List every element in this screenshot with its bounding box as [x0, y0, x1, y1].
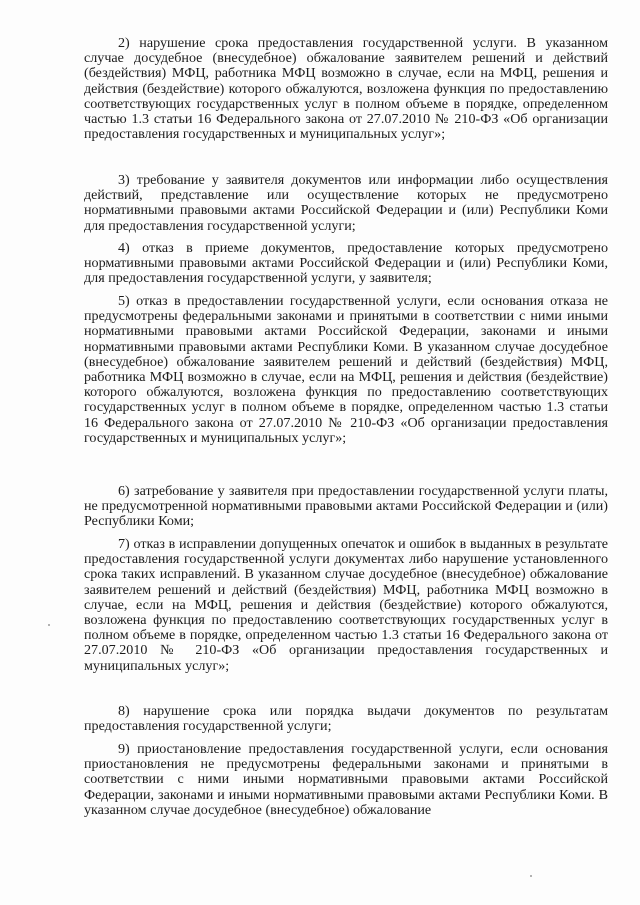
paragraph-item-8: 8) нарушение срока или порядка выдачи документов по результатам предоставления государственной услуги; [84, 703, 608, 735]
scan-speck [530, 875, 532, 877]
paragraph-item-3: 3) требование у заявителя документов или информации либо осуществления действий, представление или осуществление которых не предусмотрено нормативными правовыми актами Российской Федерации и (или) Республики Коми для предоставления государственной услуги; [84, 172, 608, 234]
paragraph-item-4: 4) отказ в приеме документов, предоставление которых предусмотрено нормативными правовыми актами Российской Федерации и (или) Республики Коми, для предоставления государственной услуги, у заявителя; [84, 240, 608, 287]
paragraph-item-5: 5) отказ в предоставлении государственной услуги, если основания отказа не предусмотрены федеральными законами и принятыми в соответствии с ними иными нормативными правовыми актами Российской Федерации, законами и иными нормативными правовыми актами Республики Коми. В указанном случае досудебное (внесудебное) обжалование заявителем решений и действий (бездействия) МФЦ, работника МФЦ возможно в случае, если на МФЦ, решения и действия (бездействие) которого обжалуются, возложена функция по предоставлению соответствующих государственных услуг в полном объеме в порядке, определенном частью 1.3 статьи 16 Федерального закона от 27.07.2010 № 210-ФЗ «Об организации предоставления государственных и муниципальных услуг»; [84, 293, 608, 446]
paragraph-item-7: 7) отказ в исправлении допущенных опечаток и ошибок в выданных в результате предоставления государственной услуги документах либо нарушение установленного срока таких исправлений. В указанном случае досудебное (внесудебное) обжалование заявителем решений и действий (бездействия) МФЦ, работника МФЦ возможно в случае, если на МФЦ, решения и действия (бездействие) которого обжалуются, возложена функция по предоставлению соответствующих государственных услуг в полном объеме в порядке, определенном частью 1.3 статьи 16 Федерального закона от 27.07.2010 № 210-ФЗ «Об организации предоставления государственных и муниципальных услуг»; [84, 536, 608, 674]
paragraph-item-2: 2) нарушение срока предоставления государственной услуги. В указанном случае досудебное (внесудебное) обжалование заявителем решений и действий (бездействия) МФЦ, работника МФЦ возможно в случае, если на МФЦ, решения и действия (бездействие) которого обжалуются, возложена функция по предоставлению соответствующих государственных услуг в полном объеме в порядке, определенном частью 1.3 статьи 16 Федерального закона от 27.07.2010 № 210-ФЗ «Об организации предоставления государственных и муниципальных услуг»; [84, 35, 608, 143]
paragraph-item-9: 9) приостановление предоставления государственной услуги, если основания приостановления не предусмотрены федеральными законами и принятыми в соответствии с ними иными нормативными правовыми актами Российской Федерации, законами и иными нормативными правовыми актами Республики Коми. В указанном случае досудебное (внесудебное) обжалование [84, 741, 608, 818]
scan-speck [48, 624, 50, 626]
paragraph-item-6: 6) затребование у заявителя при предоставлении государственной услуги платы, не предусмотренной нормативными правовыми актами Российской Федерации и (или) Республики Коми; [84, 483, 608, 530]
